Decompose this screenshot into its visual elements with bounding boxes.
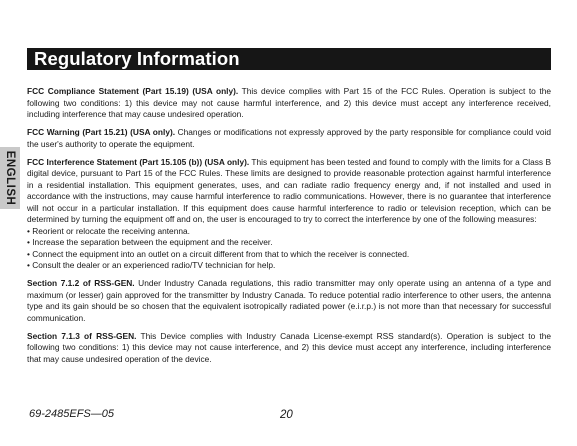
- fcc-interference-section: [27, 157, 551, 272]
- section-text: This device complies with Part 15 of the FCC Rules. Operation is subject to the following two conditions: 1) this device may not cause harmful interference, and 2) this device must accept any interference received, including interference that may cause undesired operation.: [27, 86, 551, 119]
- list-item: • Increase the separation between the equipment and the receiver.: [27, 237, 273, 247]
- language-tab-label: ENGLISH: [4, 150, 16, 206]
- section-text: This Device complies with Industry Canada License-exempt RSS standard(s). Operation is subject to the following two conditions: 1) this device may not cause interference, and 2) this device must accept any interference, including interference that may cause undesired operation of the device.: [27, 330, 551, 364]
- list-item: • Consult the dealer or an experienced radio/TV technician for help.: [27, 260, 276, 270]
- list-item: • Reorient or relocate the receiving antenna.: [27, 225, 190, 236]
- section-text: This equipment has been tested and found to comply with the limits for a Class B digital device, pursuant to Part 15 of the FCC Rules. These limits are designed to provide reasonable protection against harmful interference in a residential installation. This equipment generates, uses, and can radiate radio frequency energy and, if not installed and used in accordance with the instructions, may cause harmful interference to radio communications. However, there is no guarantee that interference will not occur in a particular installation. If this equipment does cause harmful interference to radio or television reception, which can be determined by turning the equipment off and on, the user is encouraged to try to correct the interference by one of the following measures:: [27, 156, 552, 224]
- section-text: Under Industry Canada regulations, this radio transmitter may only operate using an antenna of a type and maximum (or lesser) gain approved for the transmitter by Industry Canada. To reduce potential radio interference to other users, the antenna type and its gain should be so chosen that the equivalent isotropically radiated power (e.i.r.p.) is not more than that necessary for successful communication.: [27, 278, 552, 323]
- list-item: • Connect the equipment into an outlet on a circuit different from that to which the receiver is connected.: [27, 248, 410, 259]
- section-heading: FCC Warning (Part 15.21) (USA only).: [27, 127, 176, 137]
- section-heading: FCC Interference Statement (Part 15.105 (b)) (USA only).: [27, 156, 250, 167]
- regulatory-content: [27, 86, 551, 372]
- page-title: Regulatory Information: [34, 48, 240, 69]
- language-tab: [0, 147, 20, 209]
- section-heading: FCC Compliance Statement (Part 15.19) (USA only).: [27, 86, 239, 96]
- rss-gen-712-section: [27, 278, 551, 324]
- title-bar: [27, 48, 551, 70]
- section-body: [27, 157, 551, 226]
- document-code: 69-2485EFS—05: [29, 408, 114, 420]
- section-heading: Section 7.1.2 of RSS-GEN.: [27, 278, 135, 288]
- rss-gen-713-section: [27, 331, 551, 366]
- interference-measures-list: [27, 226, 551, 272]
- page-number: 20: [280, 409, 293, 421]
- section-heading: Section 7.1.3 of RSS-GEN.: [27, 330, 137, 341]
- section-text: Changes or modifications not expressly approved by the party responsible for compliance could void the user's authority to operate the equipment.: [27, 127, 551, 149]
- fcc-warning-section: [27, 127, 551, 150]
- fcc-compliance-section: [27, 86, 551, 121]
